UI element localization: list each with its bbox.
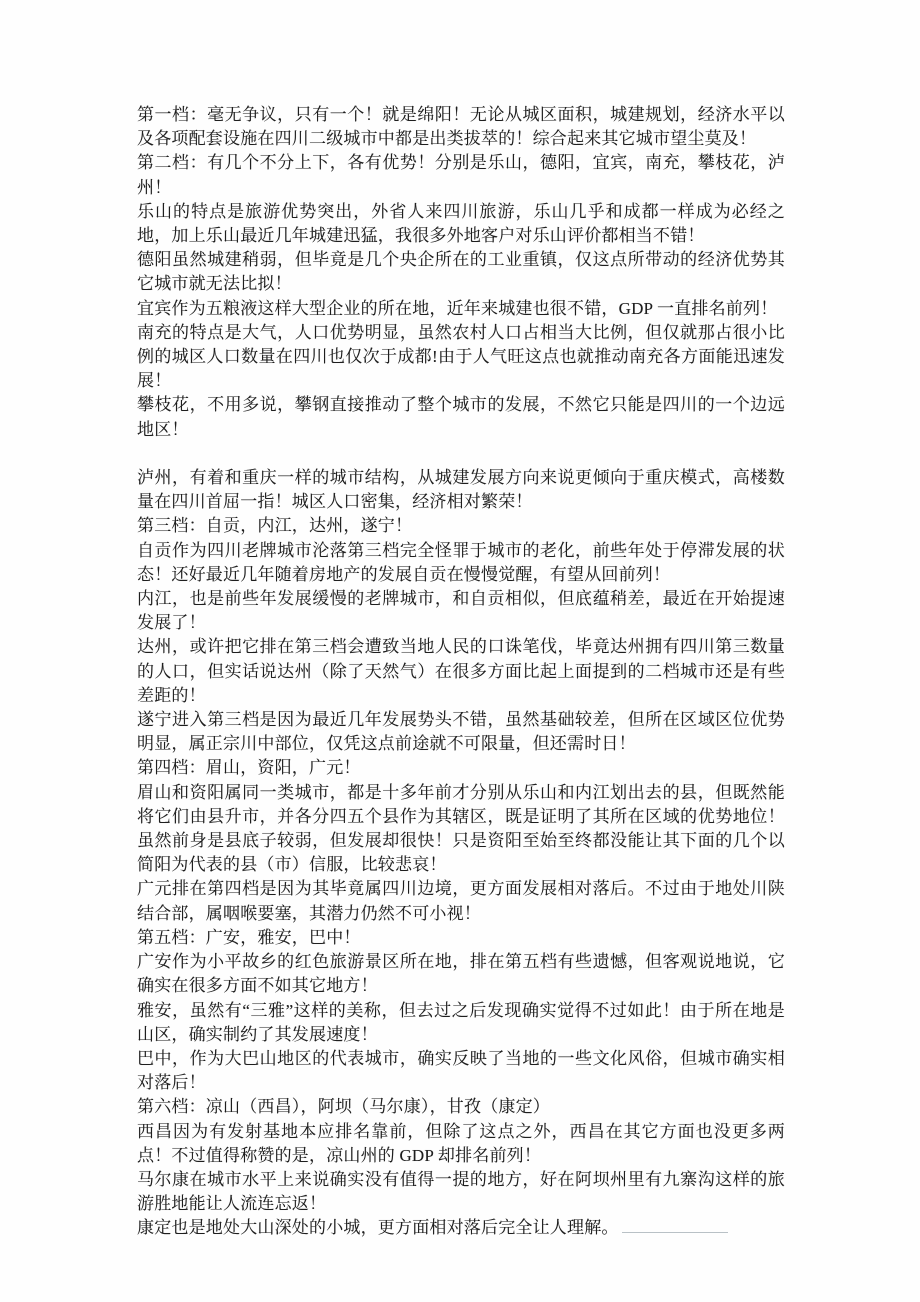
trailing-underline-blank — [622, 1219, 728, 1233]
paragraph-guangan: 广安作为小平故乡的红色旅游景区所在地，排在第五档有些遗憾，但客观说地说，它确实在很多方面不如其它地方！ — [137, 952, 785, 996]
paragraph-bazhong: 巴中，作为大巴山地区的代表城市，确实反映了当地的一些文化风俗，但城市确实相对落后！ — [137, 1048, 785, 1093]
paragraph-tier-6: 第六档：凉山（西昌），阿坝（马尔康），甘孜（康定） — [137, 1097, 550, 1117]
paragraph-xichang: 西昌因为有发射基地本应排名靠前，但除了这点之外，西昌在其它方面也没更多两点！不过值得称赞的是，凉山州的 GDP 却排名前列！ — [137, 1121, 785, 1165]
paragraph-nanchong: 南充的特点是大气，人口优势明显，虽然农村人口占相当大比例，但仅就那占很小比例的城区人口数量在四川也仅次于成都!由于人气旺这点也就推动南充各方面能迅速发展！ — [137, 322, 785, 391]
paragraph-tier-1: 第一档：毫无争议，只有一个！就是绵阳！无论从城区面积，城建规划，经济水平以及各项配套设施在四川二级城市中都是出类拔萃的！综合起来其它城市望尘莫及！ — [137, 105, 785, 149]
paragraph-tier-3: 第三档：自贡，内江，达州，遂宁！ — [137, 516, 413, 536]
paragraph-suining: 遂宁进入第三档是因为最近几年发展势头不错，虽然基础较差，但所在区域区位优势明显，属正宗川中部位，仅凭这点前途就不可限量，但还需时日！ — [137, 710, 785, 754]
paragraph-yibin: 宜宾作为五粮液这样大型企业的所在地，近年来城建也很不错，GDP 一直排名前列！ — [137, 298, 778, 318]
paragraph-dazhou: 达州，或许把它排在第三档会遭致当地人民的口诛笔伐，毕竟达州拥有四川第三数量的人口，但实话说达州（除了天然气）在很多方面比起上面提到的二档城市还是有些差距的！ — [137, 637, 785, 705]
paragraph-meishan-ziyang: 眉山和资阳属同一类城市，都是十多年前才分别从乐山和内江划出去的县，但既然能将它们由县升市，并各分四五个县作为其辖区，既是证明了其所在区域的优势地位！虽然前身是县底子较弱，但发展却很快！只是资阳至始至终都没能让其下面的几个以简阳为代表的县（市）信服，比较悲哀！ — [137, 782, 785, 875]
paragraph-blank-line — [137, 442, 785, 466]
paragraph-deyang: 德阳虽然城建稍弱，但毕竟是几个央企所在的工业重镇，仅这点所带动的经济优势其它城市就无法比拟！ — [137, 250, 785, 294]
paragraph-luzhou: 泸州，有着和重庆一样的城市结构，从城建发展方向来说更倾向于重庆模式，高楼数量在四川首屈一指！城区人口密集，经济相对繁荣！ — [137, 468, 785, 512]
paragraph-maerkang: 马尔康在城市水平上来说确实没有值得一提的地方，好在阿坝州里有九寨沟这样的旅游胜地能让人流连忘返！ — [137, 1169, 785, 1214]
paragraph-leshan: 乐山的特点是旅游优势突出，外省人来四川旅游，乐山几乎和成都一样成为必经之地，加上乐山最近几年城建迅猛，我很多外地客户对乐山评价都相当不错！ — [137, 201, 785, 246]
paragraph-tier-4: 第四档：眉山，资阳，广元！ — [137, 758, 361, 778]
paragraph-zigong: 自贡作为四川老牌城市沦落第三档完全怪罪于城市的老化，前些年处于停滞发展的状态！还好最近几年随着房地产的发展自贡在慢慢觉醒，有望从回前列！ — [137, 540, 785, 584]
document-text-block — [137, 103, 785, 1241]
paragraph-neijiang: 内江，也是前些年发展缓慢的老牌城市，和自贡相似，但底蕴稍差，最近在开始提速发展了！ — [137, 589, 785, 633]
paragraph-yaan: 雅安，虽然有“三雅”这样的美称，但去过之后发现确实觉得不过如此！由于所在地是山区，确实制约了其发展速度！ — [137, 1000, 785, 1044]
paragraph-tier-2: 第二档：有几个不分上下，各有优势！分别是乐山，德阳，宜宾，南充，攀枝花，泸州！ — [137, 153, 785, 197]
paragraph-tier-5: 第五档：广安，雅安，巴中！ — [137, 927, 361, 947]
paragraph-guangyuan: 广元排在第四档是因为其毕竟属四川边境，更方面发展相对落后。不过由于地处川陕结合部，属咽喉要塞，其潜力仍然不可小视！ — [137, 879, 785, 923]
paragraph-kangding — [137, 1216, 785, 1240]
paragraph-kangding-text: 康定也是地处大山深处的小城，更方面相对落后完全让人理解。 — [137, 1218, 619, 1238]
paragraph-panzhihua: 攀枝花，不用多说，攀钢直接推动了整个城市的发展，不然它只能是四川的一个边远地区！ — [137, 395, 785, 439]
